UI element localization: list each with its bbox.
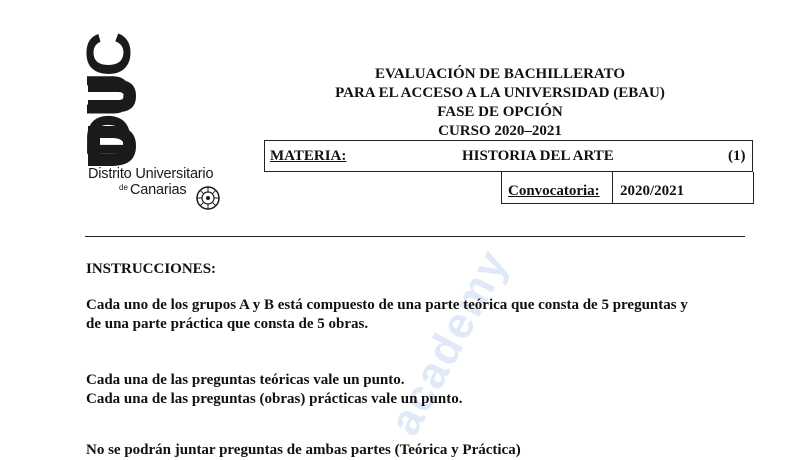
header-line-1: EVALUACIÓN DE BACHILLERATO [374,66,626,82]
convocatoria-label: Convocatoria: [508,183,600,199]
convocatoria-value: 2020/2021 [620,183,685,199]
instructions-paragraph-2-line-2: Cada una de las preguntas (obras) prácticas vale un punto. [86,391,463,407]
logo-de: de [119,183,128,192]
instructions-paragraph-1-line-1: Cada uno de los grupos A y B está compuesto de una parte teórica que consta de 5 preguntas y [86,297,688,313]
header-line-3: FASE DE OPCIÓN [437,104,563,120]
materia-value: HISTORIA DEL ARTE [462,148,614,164]
header-divider [85,236,745,237]
header-line-2: PARA EL ACCESO A LA UNIVERSIDAD (EBAU) [335,85,665,101]
header-line-4: CURSO 2020–2021 [438,123,562,139]
instructions-paragraph-2-line-1: Cada una de las preguntas teóricas vale un punto. [86,372,405,388]
instructions-paragraph-1-line-2: de una parte práctica que consta de 5 obras. [86,316,369,332]
materia-label: MATERIA: [270,148,347,164]
instructions-title: INSTRUCCIONES: [86,261,217,277]
logo-line-distrito: Distrito Universitario [88,166,214,182]
logo-seal [197,187,219,209]
watermark: academy [380,241,519,444]
instructions-paragraph-3-line-1: No se podrán juntar preguntas de ambas partes (Teórica y Práctica) [86,442,521,458]
logo-line-canarias: Canarias [130,182,187,198]
logo-letters: DUC [75,35,144,158]
materia-number: (1) [728,148,746,164]
